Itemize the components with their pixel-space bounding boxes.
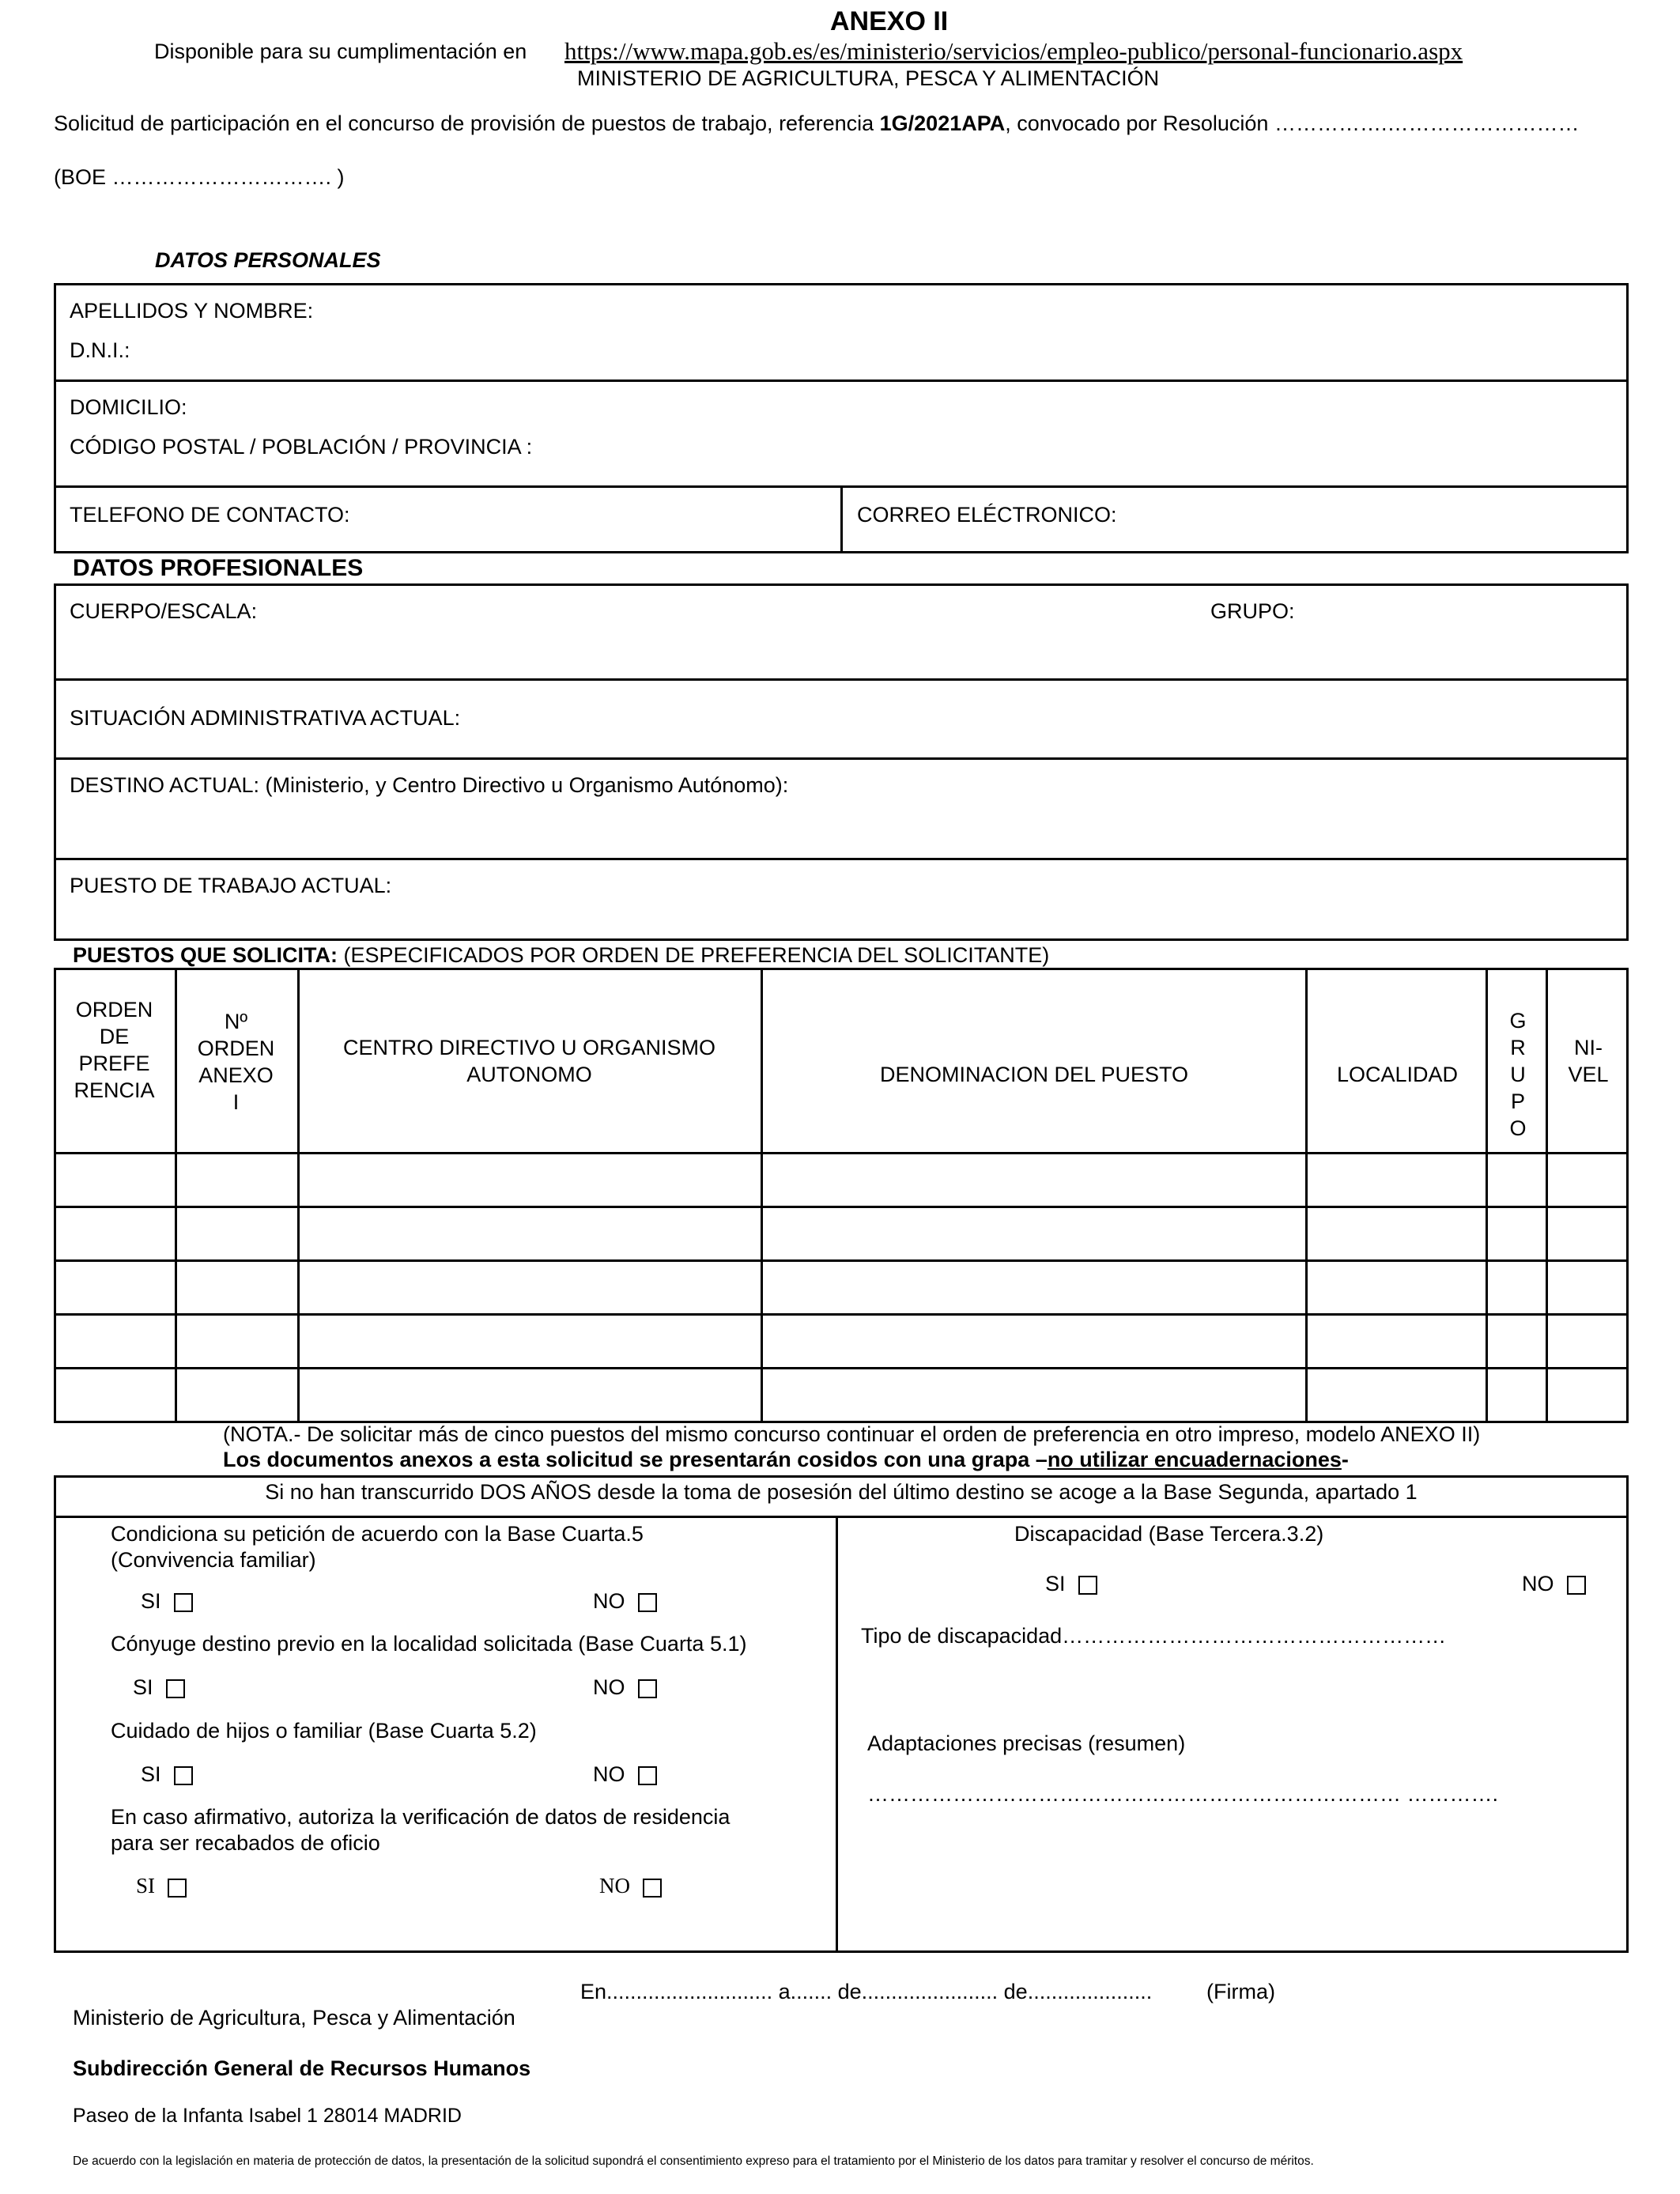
table-cell[interactable] [176,1315,298,1369]
conditions-box [54,1475,1629,1953]
table-row [55,1154,1628,1207]
table-cell[interactable] [1306,1315,1487,1369]
spouse-no-option[interactable] [593,1675,657,1700]
table-cell[interactable] [298,1261,761,1315]
childcare-si-option[interactable] [141,1762,193,1787]
table-cell[interactable] [761,1207,1306,1261]
residence-si-option[interactable] [136,1874,187,1898]
disability-no-checkbox[interactable] [1567,1576,1586,1595]
table-cell[interactable] [298,1207,761,1261]
name-field[interactable]: APELLIDOS Y NOMBRE: [70,299,314,323]
email-field[interactable]: CORREO ELÉCTRONICO: [857,503,1117,527]
childcare-si-checkbox[interactable] [174,1766,193,1785]
disability-si-checkbox[interactable] [1078,1576,1097,1595]
table-row [55,1261,1628,1315]
professional-section-title: DATOS PROFESIONALES [73,555,364,581]
positions-note: (NOTA.- De solicitar más de cinco puestos del mismo concurso continuar el orden de preferencia en otro impreso, modelo ANEXO II) [223,1422,1481,1446]
table-cell[interactable] [1306,1154,1487,1207]
table-cell[interactable] [298,1315,761,1369]
table-cell[interactable] [1487,1207,1547,1261]
table-cell[interactable] [1487,1369,1547,1422]
postal-field[interactable]: CÓDIGO POSTAL / POBLACIÓN / PROVINCIA : [70,435,533,459]
availability-link[interactable]: https://www.mapa.gob.es/es/ministerio/servicios/empleo-publico/personal-funcionario.aspx [564,37,1463,65]
phone-field[interactable]: TELEFONO DE CONTACTO: [70,503,350,527]
personal-section-title: DATOS PERSONALES [155,248,381,272]
table-row [55,1207,1628,1261]
family-si-checkbox[interactable] [174,1593,193,1612]
attachments-note [223,1448,1349,1472]
corps-field[interactable]: CUERPO/ESCALA: [70,599,258,623]
table-cell[interactable] [298,1154,761,1207]
current-post-field[interactable]: PUESTO DE TRABAJO ACTUAL: [70,874,392,897]
table-cell[interactable] [298,1369,761,1422]
availability-prefix: Disponible para su cumplimentación en [154,40,527,63]
positions-title-bold: PUESTOS QUE SOLICITA: [73,943,338,967]
date-line[interactable]: En............................ a....... de....................... de..................... [580,1980,1153,2003]
intro-text-a: Solicitud de participación en el concurso de provisión de puestos de trabajo, referencia [54,111,880,135]
spouse-si-checkbox[interactable] [166,1679,185,1698]
no-label: NO [599,1874,630,1898]
divider [54,678,1629,681]
si-label: SI [1045,1572,1066,1595]
family-no-checkbox[interactable] [638,1593,657,1612]
residence-no-option[interactable] [599,1874,662,1898]
table-cell[interactable] [55,1369,176,1422]
divider [54,757,1629,760]
dni-field[interactable]: D.N.I.: [70,338,130,362]
childcare-question: Cuidado de hijos o familiar (Base Cuarta 5.2) [111,1719,537,1743]
residence-no-checkbox[interactable] [643,1879,662,1898]
no-label: NO [593,1675,625,1699]
table-cell[interactable] [761,1369,1306,1422]
no-label: NO [593,1589,625,1613]
current-destination-field[interactable]: DESTINO ACTUAL: (Ministerio, y Centro Directivo u Organismo Autónomo): [70,773,789,797]
ministry-header: MINISTERIO DE AGRICULTURA, PESCA Y ALIMENTACIÓN [577,66,1160,90]
table-cell[interactable] [55,1207,176,1261]
positions-title [73,943,1049,968]
footer-subdirection: Subdirección General de Recursos Humanos [73,2056,531,2080]
privacy-notice: De acuerdo con la legislación en materia de protección de datos, la presentación de la solicitud supondrá el consentimiento expreso para el tratamiento por el Ministerio de los datos para tramitar y resolver el concurso de méritos. [73,2154,1314,2168]
table-cell[interactable] [176,1207,298,1261]
table-cell[interactable] [1547,1207,1628,1261]
si-label: SI [136,1874,156,1898]
table-cell[interactable] [1547,1315,1628,1369]
table-row [55,1315,1628,1369]
si-label: SI [133,1675,153,1699]
table-cell[interactable] [1306,1261,1487,1315]
residence-question: En caso afirmativo, autoriza la verificación de datos de residencia [111,1805,731,1829]
table-cell[interactable] [1547,1261,1628,1315]
table-cell[interactable] [1487,1154,1547,1207]
group-field[interactable]: GRUPO: [1210,599,1295,623]
admin-status-field[interactable]: SITUACIÓN ADMINISTRATIVA ACTUAL: [70,706,461,730]
positions-title-rest: (ESPECIFICADOS POR ORDEN DE PREFERENCIA DEL SOLICITANTE) [338,943,1050,967]
divider [54,858,1629,860]
residence-si-checkbox[interactable] [168,1879,187,1898]
form-title: ANEXO II [830,6,949,36]
family-condition-question: Condiciona su petición de acuerdo con la Base Cuarta.5 [111,1522,644,1546]
intro-line [54,111,1579,136]
table-cell[interactable] [55,1154,176,1207]
table-row [55,1369,1628,1422]
col-center-label: CENTRO DIRECTIVO U ORGANISMO AUTONOMO [342,1036,716,1086]
spouse-question: Cónyuge destino previo en la localidad solicitada (Base Cuarta 5.1) [111,1632,747,1656]
childcare-no-checkbox[interactable] [638,1766,657,1785]
col-level-label: NI- VEL [1568,1036,1609,1086]
divider [54,380,1629,382]
adaptations-field[interactable]: ………………………………………………………………… …………. [867,1782,1499,1806]
col-group-label: G R U P O [1509,1009,1527,1140]
table-cell[interactable] [1487,1261,1547,1315]
table-cell[interactable] [1306,1369,1487,1422]
intro-text-b: , convocado por Resolución …………….……………………… [1005,111,1580,135]
family-si-option[interactable] [141,1589,193,1614]
family-condition-question-2: (Convivencia familiar) [111,1548,316,1572]
residence-question-2: para ser recabados de oficio [111,1831,380,1855]
disability-type-field[interactable]: Tipo de discapacidad……………………………………………… [861,1624,1447,1648]
attachments-note-underlined: no utilizar encuadernaciones [1047,1448,1342,1471]
table-cell[interactable] [55,1261,176,1315]
family-no-option[interactable] [593,1589,657,1614]
disability-si-option[interactable] [1045,1572,1097,1596]
table-cell[interactable] [761,1154,1306,1207]
col-order-label: ORDEN DE PREFE RENCIA [74,998,155,1102]
childcare-no-option[interactable] [593,1762,657,1787]
attachments-note-end: - [1341,1448,1349,1471]
divider [840,485,843,553]
signature-label: (Firma) [1206,1980,1275,2003]
col-position-label: DENOMINACION DEL PUESTO [879,1063,1189,1086]
table-cell[interactable] [1487,1315,1547,1369]
col-locality-label: LOCALIDAD [1336,1063,1459,1086]
no-label: NO [1522,1572,1554,1595]
divider [836,1516,838,1953]
table-cell[interactable] [1547,1154,1628,1207]
adaptations-label: Adaptaciones precisas (resumen) [867,1731,1186,1755]
table-cell[interactable] [761,1261,1306,1315]
spouse-no-checkbox[interactable] [638,1679,657,1698]
spouse-si-option[interactable] [133,1675,185,1700]
si-label: SI [141,1589,161,1613]
disability-title: Discapacidad (Base Tercera.3.2) [1014,1522,1324,1546]
footer-ministry: Ministerio de Agricultura, Pesca y Alimentación [73,2006,515,2030]
divider [54,1516,1629,1518]
table-cell[interactable] [761,1315,1306,1369]
conditions-header: Si no han transcurrido DOS AÑOS desde la toma de posesión del último destino se acoge a la Base Segunda, apartado 1 [265,1480,1418,1504]
no-label: NO [593,1762,625,1786]
table-cell[interactable] [1306,1207,1487,1261]
table-cell[interactable] [176,1154,298,1207]
table-cell[interactable] [55,1315,176,1369]
boe-line: (BOE …………………………. ) [54,165,345,189]
disability-no-option[interactable] [1522,1572,1586,1596]
col-annex-label: Nº ORDEN ANEXO I [197,1010,275,1114]
positions-body [55,1154,1628,1422]
si-label: SI [141,1762,161,1786]
reference-code: 1G/2021APA [879,111,1006,135]
table-cell[interactable] [176,1261,298,1315]
footer-address: Paseo de la Infanta Isabel 1 28014 MADRID [73,2105,462,2127]
table-cell[interactable] [1547,1369,1628,1422]
table-cell[interactable] [176,1369,298,1422]
attachments-note-text: Los documentos anexos a esta solicitud se presentarán cosidos con una grapa – [223,1448,1048,1471]
address-field[interactable]: DOMICILIO: [70,395,187,419]
